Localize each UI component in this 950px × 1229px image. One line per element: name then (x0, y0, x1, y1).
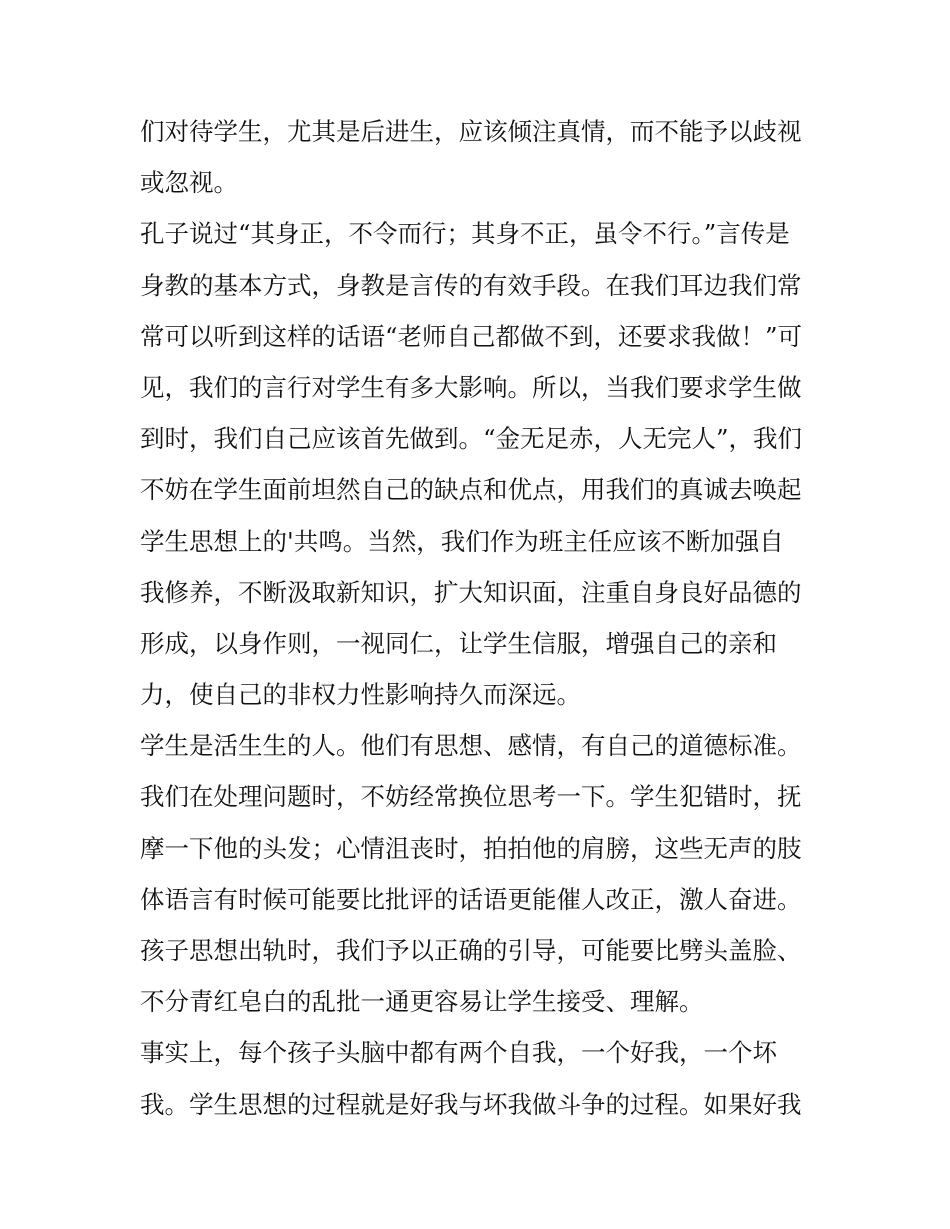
text-line: 孔子说过“其身正，不令而行；其身不正，虽令不行。”言传是 (140, 219, 790, 249)
text-line: 我。学生思想的过程就是好我与坏我做斗争的过程。如果好我 (140, 1089, 802, 1119)
document-body (140, 106, 820, 1130)
text-line: 身教的基本方式，身教是言传的有效手段。在我们耳边我们常 (140, 270, 802, 300)
text-line: 不妨在学生面前坦然自己的缺点和优点，用我们的真诚去唤起 (140, 475, 802, 505)
text-line: 事实上，每个孩子头脑中都有两个自我，一个好我，一个坏 (140, 1038, 777, 1068)
text-line: 学生是活生生的人。他们有思想、感情，有自己的道德标准。 (140, 731, 802, 761)
text-line: 学生思想上的'共鸣。当然，我们作为班主任应该不断加强自 (140, 526, 784, 556)
text-line: 不分青红皂白的乱批一通更容易让学生接受、理解。 (140, 987, 704, 1017)
text-line: 或忽视。 (140, 168, 238, 198)
text-line: 我修养，不断汲取新知识，扩大知识面，注重自身良好品德的 (140, 577, 802, 607)
text-line: 力，使自己的非权力性影响持久而深远。 (140, 680, 581, 710)
text-line: 摩一下他的头发；心情沮丧时，拍拍他的肩膀，这些无声的肢 (140, 833, 802, 863)
text-line: 到时，我们自己应该首先做到。“金无足赤，人无完人”，我们 (140, 424, 803, 454)
text-line: 孩子思想出轨时，我们予以正确的引导，可能要比劈头盖脸、 (140, 936, 802, 965)
text-line: 见，我们的言行对学生有多大影响。所以，当我们要求学生做 (140, 372, 802, 402)
text-line: 形成，以身作则，一视同仁，让学生信服，增强自己的亲和 (140, 628, 777, 658)
text-line: 们对待学生，尤其是后进生，应该倾注真情，而不能予以歧视 (140, 117, 802, 146)
text-line: 我们在处理问题时，不妨经常换位思考一下。学生犯错时，抚 (140, 782, 802, 812)
text-line: 体语言有时候可能要比批评的话语更能催人改正，激人奋进。 (140, 884, 802, 914)
text-line: 常可以听到这样的话语“老师自己都做不到，还要求我做！”可 (140, 321, 803, 351)
